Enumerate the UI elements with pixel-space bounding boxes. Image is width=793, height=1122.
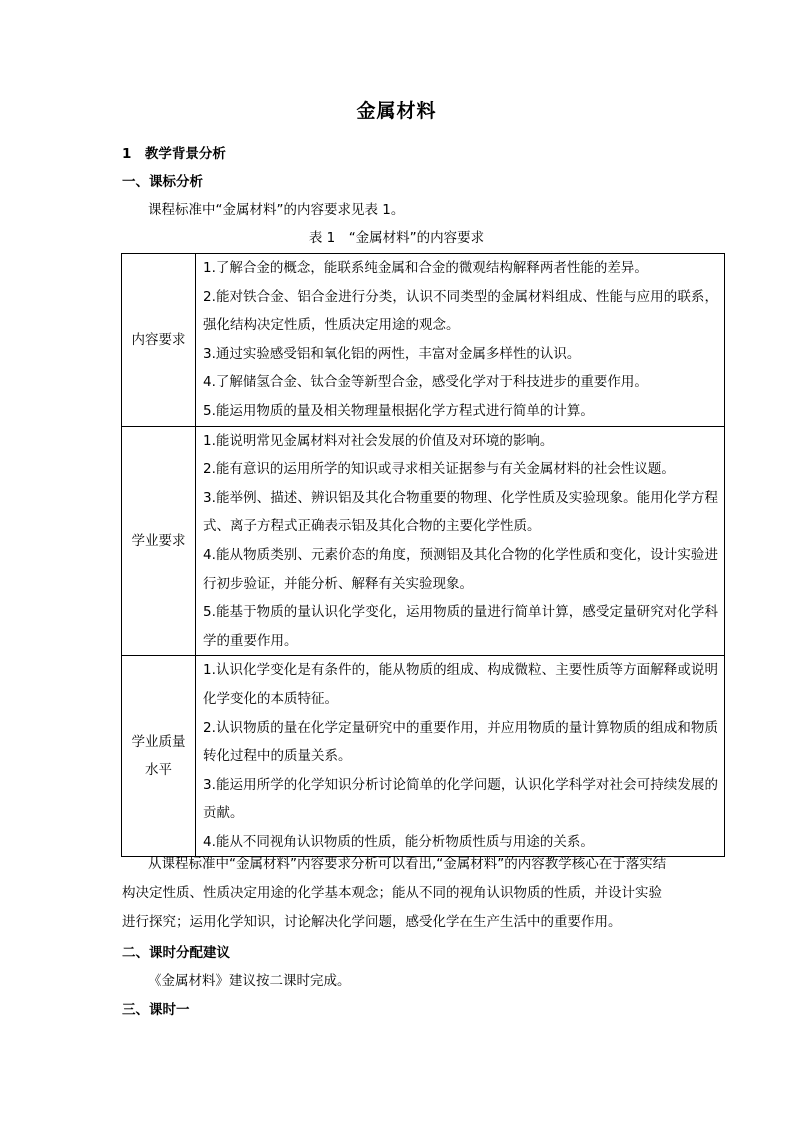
list-item: 3.能运用所学的化学知识分析讨论简单的化学问题，认识化学科学对社会可持续发展的贡献。 bbox=[203, 776, 718, 822]
list-item: 1.了解合金的概念，能联系纯金属和合金的微观结构解释两者性能的差异。 bbox=[203, 260, 648, 276]
list-item: 1.认识化学变化是有条件的，能从物质的组成、构成微粒、主要性质等方面解释或说明化学变化的本质特征。 bbox=[203, 662, 718, 707]
list-item: 4.了解储氢合金、钛合金等新型合金，感受化学对于科技进步的重要作用。 bbox=[203, 374, 648, 391]
table-caption: 表 1 “金属材料”的内容要求 bbox=[308, 230, 485, 246]
table-row bbox=[122, 656, 725, 857]
document-title: 金属材料 bbox=[356, 100, 437, 122]
row-category-line: 学业质量 bbox=[131, 734, 186, 751]
list-item: 2.能有意识的运用所学的知识或寻求相关证据参与有关金属材料的社会性议题。 bbox=[203, 461, 675, 478]
summary-paragraph bbox=[122, 850, 682, 937]
list-item: 2.能对铁合金、铝合金进行分类，认识不同类型的金属材料组成、性能与应用的联系，强化结构决定性质，性质决定用途的观念。 bbox=[203, 288, 718, 334]
list-item: 5.能基于物质的量认识化学变化，运用物质的量进行简单计算，感受定量研究对化学科学的重要作用。 bbox=[203, 604, 718, 649]
intro-paragraph: 课程标准中“金属材料”的内容要求见表 1。 bbox=[148, 202, 405, 218]
table-row bbox=[122, 254, 725, 427]
summary-line: 进行探究；运用化学知识，讨论解决化学问题，感受化学在生产生活中的重要作用。 bbox=[122, 914, 622, 930]
section-heading-1: 1 教学背景分析 bbox=[122, 146, 226, 162]
row-category: 内容要求 bbox=[122, 254, 196, 427]
row-category-line: 水平 bbox=[145, 762, 172, 779]
list-item: 5.能运用物质的量及相关物理量根据化学方程式进行简单的计算。 bbox=[203, 402, 594, 419]
subheading-lesson-allocation: 二、课时分配建议 bbox=[122, 945, 230, 961]
summary-line: 从课程标准中“金属材料”内容要求分析可以看出,“金属材料”的内容教学核心在于落实结 bbox=[148, 856, 667, 872]
row-category bbox=[122, 656, 196, 857]
allocation-paragraph: 《金属材料》建议按二课时完成。 bbox=[148, 973, 351, 989]
subheading-curriculum-analysis: 一、课标分析 bbox=[122, 174, 203, 190]
summary-line: 构决定性质、性质决定用途的化学基本观念；能从不同的视角认识物质的性质，并设计实验 bbox=[122, 885, 662, 901]
requirements-table bbox=[121, 253, 725, 857]
list-item: 1.能说明常见金属材料对社会发展的价值及对环境的影响。 bbox=[203, 432, 554, 449]
row-items bbox=[196, 254, 725, 427]
list-item: 2.认识物质的量在化学定量研究中的重要作用，并应用物质的量计算物质的组成和物质转化过程中的质量关系。 bbox=[203, 719, 718, 765]
list-item: 3.通过实验感受铝和氧化铝的两性，丰富对金属多样性的认识。 bbox=[203, 345, 581, 362]
row-items bbox=[196, 656, 725, 857]
list-item: 4.能从不同视角认识物质的性质，能分析物质性质与用途的关系。 bbox=[203, 833, 594, 850]
list-item: 3.能举例、描述、辨识铝及其化合物重要的物理、化学性质及实验现象。能用化学方程式、离子方程式正确表示铝及其化合物的主要化学性质。 bbox=[203, 489, 718, 535]
table-row bbox=[122, 426, 725, 656]
list-item: 4.能从物质类别、元素价态的角度，预测铝及其化合物的化学性质和变化，设计实验进行初步验证，并能分析、解释有关实验现象。 bbox=[203, 546, 718, 592]
subheading-lesson-one: 三、课时一 bbox=[122, 1002, 190, 1018]
row-category: 学业要求 bbox=[122, 426, 196, 656]
row-items bbox=[196, 426, 725, 656]
